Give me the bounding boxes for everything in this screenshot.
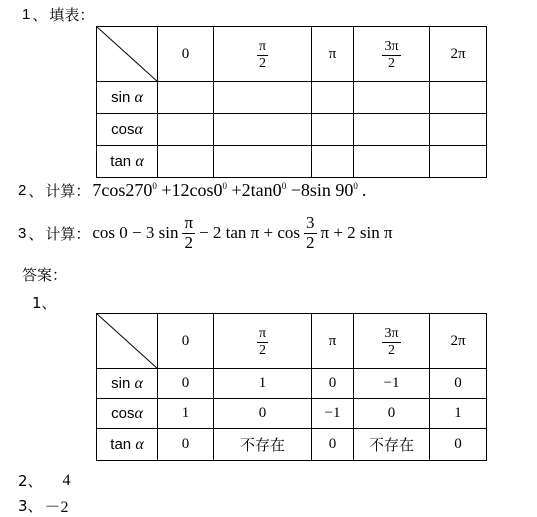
q3-line xyxy=(18,214,393,252)
frac-num: π xyxy=(258,325,267,341)
blank-cell xyxy=(158,82,214,114)
col-header-2pi: 2π xyxy=(430,314,487,369)
cell: 1 xyxy=(158,399,214,429)
blank-cell xyxy=(214,146,312,178)
frac-den: 2 xyxy=(387,55,395,71)
cell: 0 xyxy=(430,369,487,399)
cell: 0 xyxy=(312,369,354,399)
frac-num: 3π xyxy=(384,38,399,54)
row-cos xyxy=(97,114,487,146)
diagonal-cell xyxy=(97,314,158,369)
cell: 0 xyxy=(312,429,354,461)
frac-den: 2 xyxy=(387,342,395,358)
answer-table xyxy=(96,313,487,461)
col-header-pi-over-2 xyxy=(214,27,312,82)
col-header-pi: π xyxy=(312,27,354,82)
answer-3 xyxy=(18,494,69,517)
blank-cell xyxy=(312,82,354,114)
q3-expression: cos 0 − 3 sin $\frac{\pi}{2}$ − 2 tan π + cos $\frac{3}{2}$ π + 2 sin π xyxy=(92,213,393,252)
answer-row-tan xyxy=(97,429,487,461)
cell: −1 xyxy=(354,369,430,399)
q2-sep: 、 xyxy=(28,182,44,200)
blank-cell xyxy=(430,82,487,114)
cell: 1 xyxy=(214,369,312,399)
answer-2-value: 4 xyxy=(62,471,71,489)
cell: −1 xyxy=(312,399,354,429)
answer-1-label: 1、 xyxy=(32,294,57,312)
row-label-sin: sin α xyxy=(97,369,158,399)
row-label-sin: sin α xyxy=(97,82,158,114)
frac-den: 2 xyxy=(258,342,266,358)
blank-cell xyxy=(312,146,354,178)
blank-cell xyxy=(430,114,487,146)
row-label-cos: cosα xyxy=(97,114,158,146)
row-tan xyxy=(97,146,487,178)
header-row xyxy=(97,314,487,369)
cell: 不存在 xyxy=(354,429,430,461)
q1-sep: 、 xyxy=(32,6,48,24)
answer-2 xyxy=(18,470,71,491)
row-sin xyxy=(97,82,487,114)
answer-row-sin xyxy=(97,369,487,399)
q2-number: 2 xyxy=(18,182,27,199)
answer-3-value: －2 xyxy=(44,499,69,516)
fill-table xyxy=(96,26,487,178)
q2-expression: $7\cos 270^0 +12\cos 0^0 +2\tan 0^0 -8\sin$ $90^0$ . xyxy=(92,180,367,200)
blank-cell xyxy=(354,114,430,146)
cell: 0 xyxy=(430,429,487,461)
header-row xyxy=(97,27,487,82)
blank-cell xyxy=(158,146,214,178)
cell: 1 xyxy=(430,399,487,429)
diagonal-cell xyxy=(97,27,158,82)
frac-num: 3π xyxy=(384,325,399,341)
frac-den: 2 xyxy=(258,55,266,71)
blank-cell xyxy=(430,146,487,178)
answers-heading: 答案： xyxy=(22,266,68,284)
q3-number: 3 xyxy=(18,224,27,242)
answer-row-cos xyxy=(97,399,487,429)
col-header-3pi-over-2 xyxy=(354,314,430,369)
q1-line xyxy=(22,4,94,25)
blank-cell xyxy=(312,114,354,146)
col-header-2pi: 2π xyxy=(430,27,487,82)
cell: 0 xyxy=(158,369,214,399)
col-header-pi-over-2 xyxy=(214,314,312,369)
blank-cell xyxy=(158,114,214,146)
diagonal-line xyxy=(97,314,158,369)
col-header-0: 0 xyxy=(158,27,214,82)
col-header-3pi-over-2 xyxy=(354,27,430,82)
q2-line xyxy=(18,180,366,201)
answer-3-label: 3、 xyxy=(18,497,43,515)
row-label-tan: tan α xyxy=(97,429,158,461)
blank-cell xyxy=(214,114,312,146)
cell: 不存在 xyxy=(214,429,312,461)
cell: 0 xyxy=(354,399,430,429)
frac-num: π xyxy=(258,38,267,54)
answer-2-label: 2、 xyxy=(18,472,43,490)
q2-label: 计算： xyxy=(45,182,91,200)
diagonal-line xyxy=(97,27,158,82)
blank-cell xyxy=(214,82,312,114)
row-label-cos: cosα xyxy=(97,399,158,429)
blank-cell xyxy=(354,146,430,178)
col-header-0: 0 xyxy=(158,314,214,369)
q1-label: 填表： xyxy=(49,6,95,24)
cell: 0 xyxy=(214,399,312,429)
cell: 0 xyxy=(158,429,214,461)
q1-number: 1 xyxy=(22,6,31,23)
blank-cell xyxy=(354,82,430,114)
q3-sep: 、 xyxy=(28,224,44,243)
col-header-pi: π xyxy=(312,314,354,369)
q3-label: 计算： xyxy=(45,224,91,243)
row-label-tan: tan α xyxy=(97,146,158,178)
